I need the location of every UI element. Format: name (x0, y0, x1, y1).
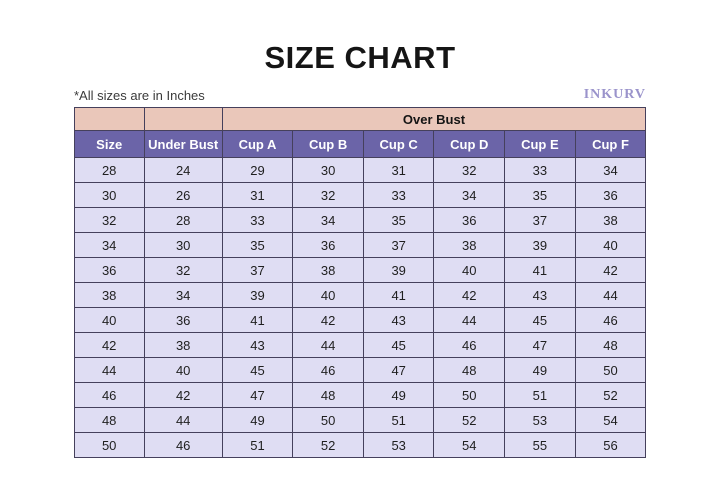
table-cell: 53 (363, 433, 434, 458)
table-cell: 29 (222, 158, 293, 183)
overbust-header-cell: Over Bust (222, 108, 646, 131)
empty-header-cell (144, 108, 222, 131)
table-cell: 45 (222, 358, 293, 383)
column-header-cup-d: Cup D (434, 131, 505, 158)
table-cell: 40 (74, 308, 144, 333)
table-cell: 41 (505, 258, 576, 283)
table-cell: 28 (144, 208, 222, 233)
table-cell: 56 (575, 433, 646, 458)
table-cell: 48 (575, 333, 646, 358)
table-row (74, 233, 646, 258)
table-row (74, 433, 646, 458)
table-cell: 36 (144, 308, 222, 333)
column-header-cup-c: Cup C (363, 131, 434, 158)
table-cell: 37 (505, 208, 576, 233)
table-cell: 38 (293, 258, 364, 283)
table-cell: 39 (222, 283, 293, 308)
table-cell: 34 (434, 183, 505, 208)
meta-row (74, 87, 646, 103)
table-cell: 49 (363, 383, 434, 408)
column-header-cup-b: Cup B (293, 131, 364, 158)
table-cell: 39 (505, 233, 576, 258)
table-row (74, 333, 646, 358)
table-cell: 45 (505, 308, 576, 333)
table-cell: 40 (575, 233, 646, 258)
table-cell: 34 (293, 208, 364, 233)
table-cell: 44 (434, 308, 505, 333)
table-cell: 50 (293, 408, 364, 433)
table-cell: 41 (363, 283, 434, 308)
table-cell: 43 (505, 283, 576, 308)
table-cell: 38 (74, 283, 144, 308)
table-cell: 44 (575, 283, 646, 308)
table-cell: 30 (74, 183, 144, 208)
table-cell: 53 (505, 408, 576, 433)
table-cell: 36 (434, 208, 505, 233)
table-row (74, 408, 646, 433)
table-row (74, 208, 646, 233)
table-cell: 45 (363, 333, 434, 358)
table-cell: 34 (144, 283, 222, 308)
table-cell: 31 (363, 158, 434, 183)
column-header-cup-e: Cup E (505, 131, 576, 158)
column-header-size: Size (74, 131, 144, 158)
column-header-under-bust: Under Bust (144, 131, 222, 158)
units-note: *All sizes are in Inches (74, 88, 205, 103)
table-cell: 36 (575, 183, 646, 208)
table-cell: 40 (434, 258, 505, 283)
table-cell: 55 (505, 433, 576, 458)
table-cell: 43 (222, 333, 293, 358)
table-cell: 42 (434, 283, 505, 308)
table-cell: 48 (293, 383, 364, 408)
table-cell: 44 (144, 408, 222, 433)
table-cell: 50 (74, 433, 144, 458)
column-header-cup-a: Cup A (222, 131, 293, 158)
table-cell: 42 (74, 333, 144, 358)
table-cell: 35 (505, 183, 576, 208)
table-row (74, 358, 646, 383)
table-cell: 54 (575, 408, 646, 433)
table-cell: 54 (434, 433, 505, 458)
table-cell: 47 (505, 333, 576, 358)
table-cell: 47 (222, 383, 293, 408)
table-cell: 47 (363, 358, 434, 383)
table-cell: 31 (222, 183, 293, 208)
table-cell: 33 (363, 183, 434, 208)
table-cell: 46 (293, 358, 364, 383)
table-cell: 38 (434, 233, 505, 258)
table-cell: 40 (144, 358, 222, 383)
table-cell: 36 (293, 233, 364, 258)
table-cell: 32 (74, 208, 144, 233)
table-cell: 46 (74, 383, 144, 408)
table-row (74, 183, 646, 208)
table-cell: 39 (363, 258, 434, 283)
table-cell: 42 (144, 383, 222, 408)
table-cell: 50 (434, 383, 505, 408)
table-cell: 48 (434, 358, 505, 383)
table-cell: 33 (505, 158, 576, 183)
column-header-cup-f: Cup F (575, 131, 646, 158)
table-cell: 30 (144, 233, 222, 258)
table-cell: 51 (363, 408, 434, 433)
table-cell: 46 (434, 333, 505, 358)
overbust-header-row (74, 108, 646, 131)
table-cell: 24 (144, 158, 222, 183)
table-cell: 42 (293, 308, 364, 333)
table-cell: 46 (144, 433, 222, 458)
page-title: SIZE CHART (264, 40, 456, 75)
table-cell: 30 (293, 158, 364, 183)
table-cell: 37 (222, 258, 293, 283)
table-cell: 52 (293, 433, 364, 458)
table-cell: 44 (293, 333, 364, 358)
table-row (74, 258, 646, 283)
table-cell: 36 (74, 258, 144, 283)
table-cell: 34 (575, 158, 646, 183)
table-cell: 51 (505, 383, 576, 408)
empty-header-cell (74, 108, 144, 131)
table-cell: 52 (434, 408, 505, 433)
table-row (74, 158, 646, 183)
table-row (74, 383, 646, 408)
table-row (74, 283, 646, 308)
table-cell: 44 (74, 358, 144, 383)
table-cell: 34 (74, 233, 144, 258)
table-cell: 32 (293, 183, 364, 208)
table-cell: 33 (222, 208, 293, 233)
table-cell: 32 (434, 158, 505, 183)
columns-header-row (74, 131, 646, 158)
table-cell: 38 (575, 208, 646, 233)
table-cell: 26 (144, 183, 222, 208)
table-cell: 37 (363, 233, 434, 258)
table-cell: 35 (222, 233, 293, 258)
table-cell: 49 (505, 358, 576, 383)
size-table-body (74, 158, 646, 458)
table-cell: 42 (575, 258, 646, 283)
table-cell: 51 (222, 433, 293, 458)
table-cell: 41 (222, 308, 293, 333)
table-cell: 38 (144, 333, 222, 358)
table-row (74, 308, 646, 333)
brand-logo: INKURV (583, 87, 646, 102)
table-cell: 43 (363, 308, 434, 333)
table-cell: 49 (222, 408, 293, 433)
table-cell: 40 (293, 283, 364, 308)
table-cell: 50 (575, 358, 646, 383)
table-cell: 35 (363, 208, 434, 233)
table-cell: 52 (575, 383, 646, 408)
table-cell: 32 (144, 258, 222, 283)
table-cell: 46 (575, 308, 646, 333)
table-cell: 28 (74, 158, 144, 183)
size-chart-table (74, 107, 647, 458)
table-cell: 48 (74, 408, 144, 433)
